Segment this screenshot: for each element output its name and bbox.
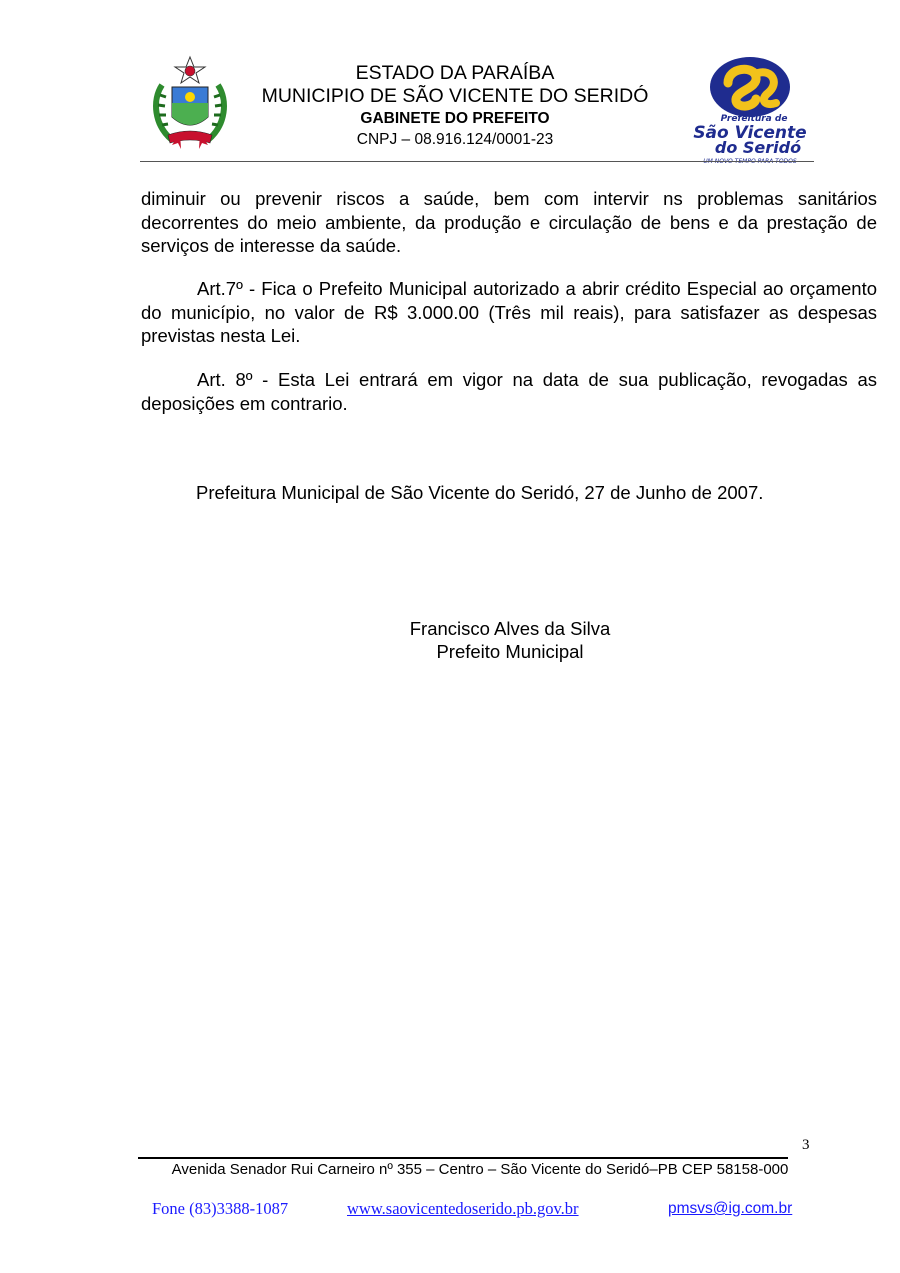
header-cnpj: CNPJ – 08.916.124/0001-23 — [356, 131, 554, 148]
coat-of-arms-emblem — [150, 55, 230, 150]
municipal-logo — [684, 53, 816, 165]
header-state: ESTADO DA PARAÍBA — [355, 62, 555, 84]
footer-website-link[interactable]: www.saovicentedoserido.pb.gov.br — [347, 1199, 579, 1218]
header-divider — [140, 161, 814, 162]
signatory-name: Francisco Alves da Silva — [409, 618, 611, 639]
footer-address: Avenida Senador Rui Carneiro nº 355 – Centro – São Vicente do Seridó–PB CEP 58158-000 — [171, 1161, 789, 1178]
body-paragraph-article-8: Art. 8º - Esta Lei entrará em vigor na data de sua publicação, revogadas as deposições em contrario. — [141, 369, 877, 414]
footer-divider — [138, 1157, 788, 1159]
header-municipality: MUNICIPIO DE SÃO VICENTE DO SERIDÓ — [261, 85, 649, 107]
body-paragraph-article-7: Art.7º - Fica o Prefeito Municipal autorizado a abrir crédito Especial ao orçamento do município, no valor de R$ 3.000.00 (Três mil reais), para satisfazer as despesas previstas nesta Lei. — [141, 278, 877, 346]
body-paragraph-1: diminuir ou prevenir riscos a saúde, bem com intervir ns problemas sanitários decorrentes do meio ambiente, da produção e circulação de bens e da prestação de serviços de interesse da saúde. — [141, 188, 877, 256]
signatory-role: Prefeito Municipal — [436, 641, 584, 662]
header-office: GABINETE DO PREFEITO — [360, 110, 550, 127]
place-and-date: Prefeitura Municipal de São Vicente do Seridó, 27 de Junho de 2007. — [196, 482, 764, 503]
footer-phone: Fone (83)3388-1087 — [152, 1199, 289, 1218]
logo-tagline: UM NOVO TEMPO PARA TODOS — [703, 158, 797, 165]
logo-line3: do Seridó — [714, 138, 802, 157]
logo-line2: São Vicente — [693, 123, 807, 143]
logo-line1: Prefeitura de — [720, 114, 788, 124]
page-number: 3 — [802, 1137, 810, 1153]
footer-email-link[interactable]: pmsvs@ig.com.br — [668, 1200, 793, 1217]
